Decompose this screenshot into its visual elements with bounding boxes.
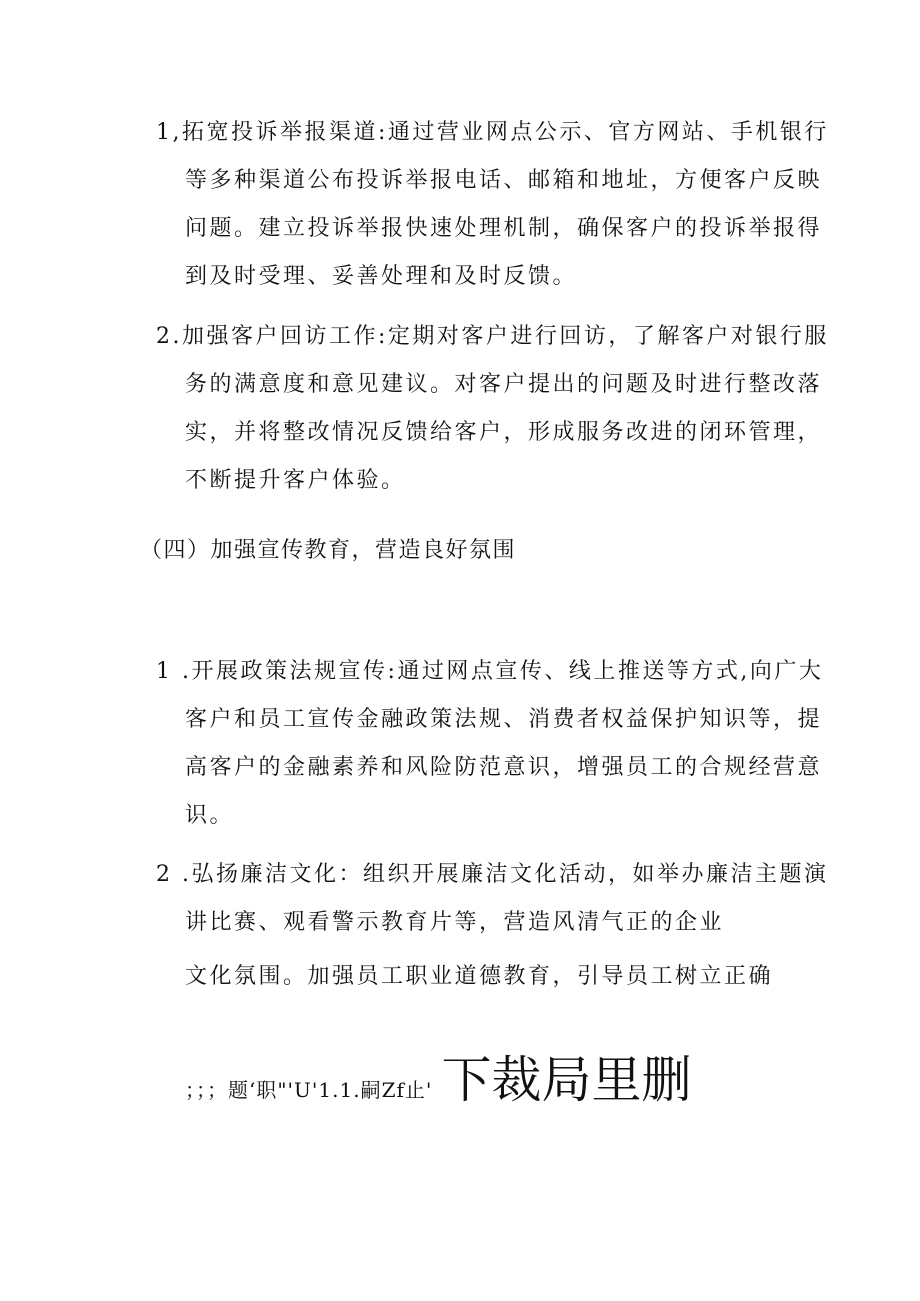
s3-item1-line4: 到及时受理、妥善处理和及时反馈。 <box>185 264 578 289</box>
s3-item1-line2: 等多种渠道公布投诉举报电话、邮箱和地址，方便客户反映 <box>185 168 823 193</box>
garbled-footer <box>185 1040 691 1110</box>
s4-item1-line4: 识。 <box>185 803 235 828</box>
s4-item2-line2: 讲比赛、观看警示教育片等，营造风清气正的企业 <box>185 910 725 935</box>
s4-item2-line3: 文化氛围。加强员工职业道德教育，引导员工树立正确 <box>185 964 774 989</box>
s4-item1-line1: 1 .开展政策法规宣传:通过网点宣传、线上推送等方式,向广大 <box>156 659 824 684</box>
footer-small-text: ；；；题‘职"'U'1.1.嗣Zf止' <box>185 1078 433 1102</box>
s3-item1-line1: 1,拓宽投诉举报渠道:通过营业网点公示、官方网站、手机银行 <box>156 120 829 145</box>
s3-item2-line1: 2.加强客户回访工作:定期对客户进行回访，了解客户对银行服 <box>156 324 829 349</box>
s3-item2-line4: 不断提升客户体验。 <box>185 468 406 493</box>
s3-item1-line3: 问题。建立投诉举报快速处理机制，确保客户的投诉举报得 <box>185 216 823 241</box>
footer-big-text: 下裁局里删 <box>441 1051 692 1109</box>
s4-item1-line2: 客户和员工宣传金融政策法规、消费者权益保护知识等，提 <box>185 707 823 732</box>
s3-item2-line3: 实，并将整改情况反馈给客户，形成服务改进的闭环管理， <box>185 420 823 445</box>
section4-heading: （四）加强宣传教育，营造良好氛围 <box>140 538 517 563</box>
s4-item1-line3: 高客户的金融素养和风险防范意识，增强员工的合规经营意 <box>185 755 823 780</box>
s3-item2-line2: 务的满意度和意见建议。对客户提出的问题及时进行整改落 <box>185 372 823 397</box>
s4-item2-line1: 2 .弘扬廉洁文化：组织开展廉洁文化活动，如举办廉洁主题演 <box>156 862 829 887</box>
